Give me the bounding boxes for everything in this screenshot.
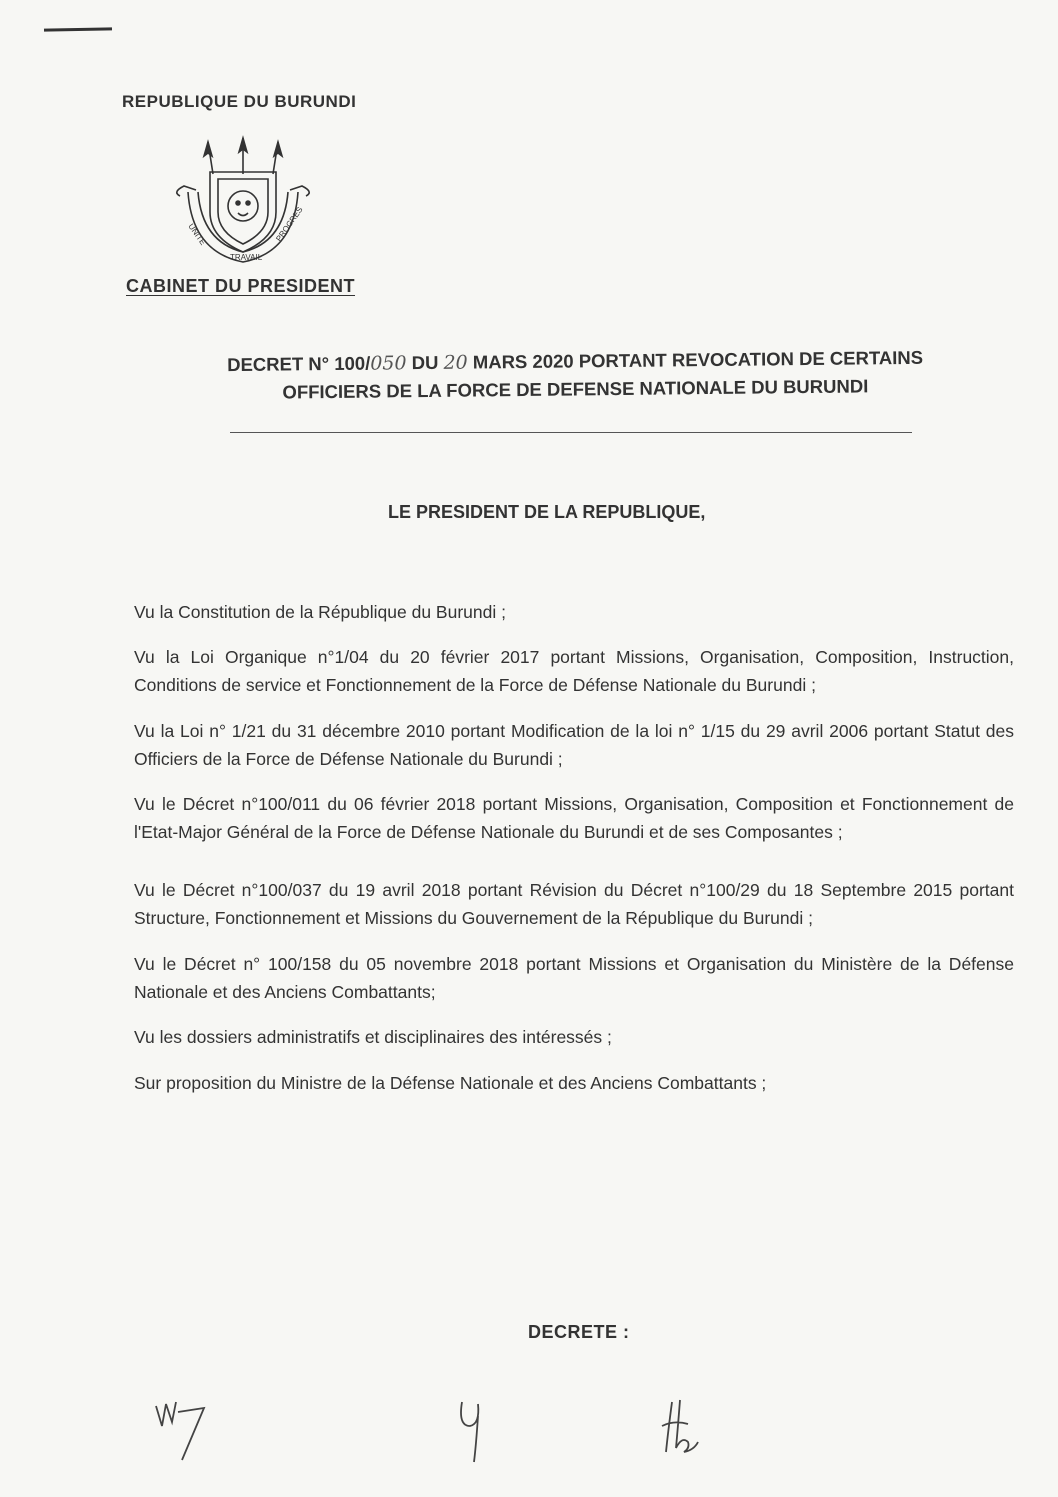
svg-text:TRAVAIL: TRAVAIL — [230, 253, 263, 262]
visa-proposition: Sur proposition du Ministre de la Défense Nationale et des Anciens Combattants ; — [134, 1072, 767, 1093]
visa-dossiers: Vu les dossiers administratifs et disciplinaires des intéressés ; — [134, 1027, 612, 1047]
visa-constitution: Vu la Constitution de la République du Burundi ; — [134, 601, 506, 622]
decree-day-handwritten: 20 — [443, 351, 468, 374]
country-header: REPUBLIQUE DU BURUNDI — [122, 92, 357, 111]
visa-loi-organique: Vu la Loi Organique n°1/04 du 20 février 2017 portant Missions, Organisation, Composition, Instruction, Conditions de service et Fonctionnement de la Force de Défense Nationale du Burundi ; — [134, 647, 1014, 695]
decree-title — [140, 343, 1011, 408]
decree-title-line2: OFFICIERS DE LA FORCE DE DEFENSE NATIONALE DU BURUNDI — [282, 375, 869, 403]
svg-text:PROGRES: PROGRES — [274, 205, 305, 244]
visa-loi-statut: Vu la Loi n° 1/21 du 31 décembre 2010 portant Modification de la loi n° 1/15 du 29 avril 2006 portant Statut des Officiers de la Force de Défense Nationale du Burundi ; — [134, 720, 1014, 769]
visa-decret-ministere: Vu le Décret n° 100/158 du 05 novembre 2018 portant Missions et Organisation du Ministère de la Défense Nationale et des Anciens Combattants; — [134, 953, 1014, 1002]
visa-decret-gouvernement: Vu le Décret n°100/037 du 19 avril 2018 portant Révision du Décret n°100/29 du 18 Septembre 2015 portant Structure, Fonctionnement et Missions du Gouvernement de la République du Burundi ; — [134, 880, 1014, 928]
initials-signature-3 — [654, 1396, 704, 1460]
title-suffix: MARS 2020 PORTANT REVOCATION DE CERTAINS — [467, 346, 924, 373]
svg-text:UNITE: UNITE — [186, 221, 208, 247]
title-middle: DU — [406, 351, 444, 374]
visas-section — [134, 580, 1014, 1108]
decree-number-handwritten: 050 — [370, 352, 407, 375]
initials-signature-2 — [452, 1396, 492, 1468]
title-prefix: DECRET N° 100/ — [227, 352, 371, 376]
president-heading: LE PRESIDENT DE LA REPUBLIQUE, — [388, 502, 706, 522]
scan-mark — [44, 27, 112, 31]
initials-signature-1 — [152, 1398, 212, 1474]
coat-of-arms-icon — [168, 134, 318, 272]
title-underline — [230, 432, 912, 433]
visa-decret-etat-major: Vu le Décret n°100/011 du 06 février 2018 portant Missions, Organisation, Composition et Fonctionnement de l'Etat-Major Général de la Force de Défense Nationale du Burundi et de ses Composantes ; — [134, 794, 1014, 842]
cabinet-header: CABINET DU PRESIDENT — [126, 276, 356, 296]
decrete-heading: DECRETE : — [528, 1322, 630, 1342]
